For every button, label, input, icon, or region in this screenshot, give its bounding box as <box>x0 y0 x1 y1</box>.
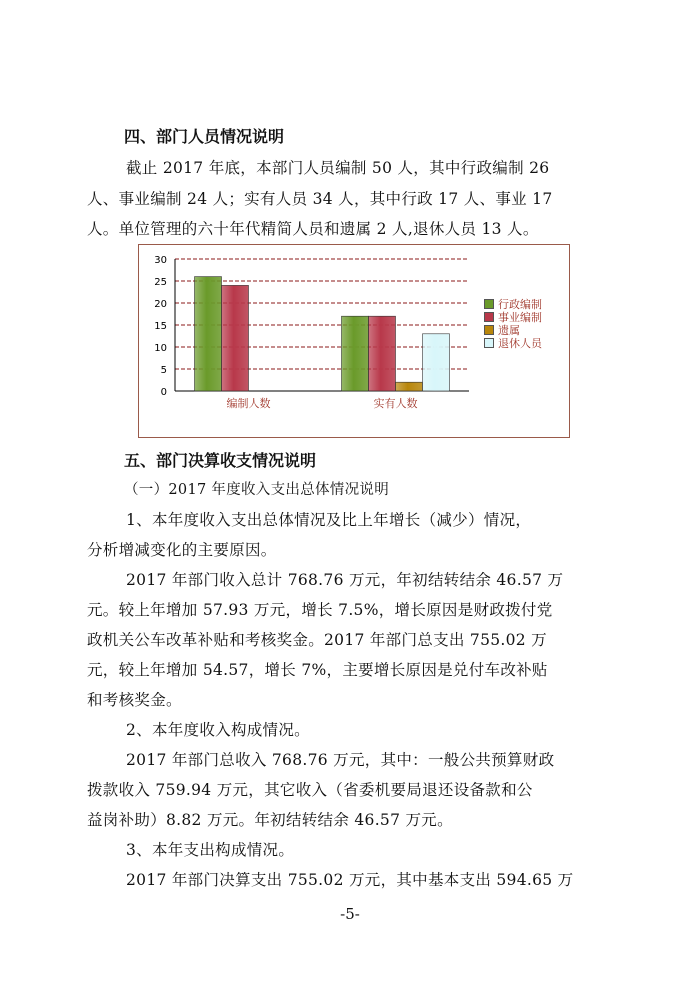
para4-line-3: 益岗补助）8.82 万元。年初结转结余 46.57 万元。 <box>87 811 453 829</box>
bar-行政编制 <box>195 277 222 391</box>
bar-事业编制 <box>222 285 249 391</box>
y-tick-label: 30 <box>154 255 167 266</box>
y-tick-label: 0 <box>160 387 167 398</box>
para2-line-3: 政机关公车改革补贴和考核奖金。2017 年部门总支出 755.02 万 <box>87 631 547 649</box>
y-tick-label: 10 <box>154 343 167 354</box>
section4-line-1: 截止 2017 年底，本部门人员编制 50 人，其中行政编制 26 <box>126 159 550 177</box>
para4-line-1: 2017 年部门总收入 768.76 万元，其中：一般公共预算财政 <box>126 751 555 769</box>
y-tick-label: 5 <box>160 365 167 376</box>
para6: 2017 年部门决算支出 755.02 万元，其中基本支出 594.65 万 <box>126 871 574 889</box>
legend-label: 遗属 <box>498 323 520 337</box>
para1-line-1: 1、本年度收入支出总体情况及比上年增长（减少）情况， <box>126 511 532 529</box>
legend-swatch <box>484 325 494 335</box>
para2-line-4: 元，较上年增加 54.57，增长 7%，主要增长原因是兑付车改补贴 <box>87 661 548 679</box>
section4-line-3: 人。单位管理的六十年代精简人员和遗属 2 人,退休人员 13 人。 <box>87 220 539 238</box>
y-tick-label: 25 <box>154 277 167 288</box>
para3: 2、本年度收入构成情况。 <box>126 721 310 739</box>
para2-line-1: 2017 年部门收入总计 768.76 万元，年初结转结余 46.57 万 <box>126 571 564 589</box>
chart-legend <box>484 297 542 349</box>
x-tick-label: 编制人数 <box>226 397 271 410</box>
section5-heading: 五、部门决算收支情况说明 <box>124 451 317 470</box>
x-tick-label: 实有人数 <box>373 397 418 410</box>
para1-line-2: 分析增减变化的主要原因。 <box>87 541 277 559</box>
legend-swatch <box>484 299 494 309</box>
para2-line-2: 元。较上年增加 57.93 万元，增长 7.5%，增长原因是财政拨付党 <box>87 601 553 619</box>
legend-label: 事业编制 <box>498 310 542 324</box>
legend-item <box>484 336 542 349</box>
legend-swatch <box>484 312 494 322</box>
para4-line-2: 拨款收入 759.94 万元，其它收入（省委机要局退还设备款和公 <box>87 781 533 799</box>
bar-事业编制 <box>369 316 396 391</box>
y-tick-label: 20 <box>154 299 167 310</box>
section4-heading: 四、部门人员情况说明 <box>124 127 285 146</box>
legend-label: 退休人员 <box>498 336 542 350</box>
para2-line-5: 和考核奖金。 <box>87 691 182 709</box>
bar-遗属 <box>396 382 423 391</box>
y-tick-label: 15 <box>154 321 167 332</box>
page-number: -5- <box>340 905 360 923</box>
staff-bar-chart <box>138 244 570 438</box>
bar-退休人员 <box>423 334 450 391</box>
section4-line-2: 人、事业编制 24 人；实有人员 34 人，其中行政 17 人、事业 17 <box>87 190 553 208</box>
para5: 3、本年支出构成情况。 <box>126 841 295 859</box>
legend-swatch <box>484 338 494 348</box>
subsection-1-title: （一）2017 年度收入支出总体情况说明 <box>124 482 390 498</box>
legend-label: 行政编制 <box>498 297 542 311</box>
bar-行政编制 <box>342 316 369 391</box>
